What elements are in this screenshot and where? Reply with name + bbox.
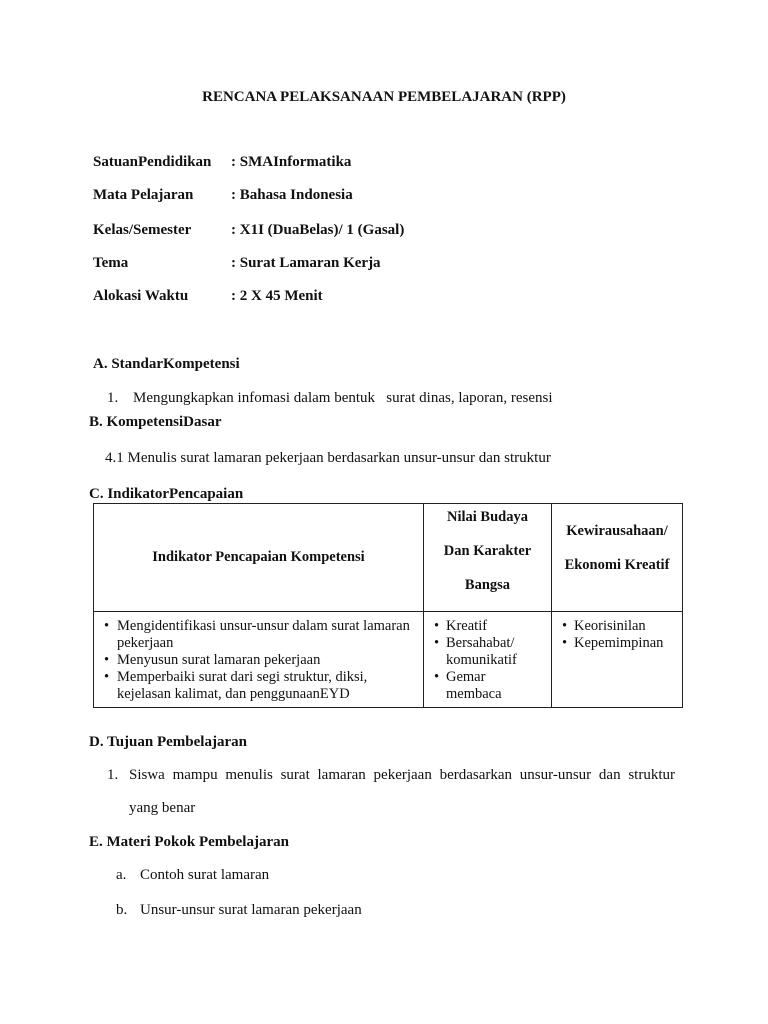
list-item: • Kepemimpinan [553,635,677,652]
section-b-heading: B. KompetensiDasar [89,414,222,430]
section-e-item-text: Unsur-unsur surat lamaran pekerjaan [140,902,362,918]
cell-kewirausahaan-list [552,612,683,708]
info-value-tema: : Surat Lamaran Kerja [231,255,381,271]
info-label-mapel: Mata Pelajaran [93,187,194,203]
info-value-satuan: : SMAInformatika [231,154,352,170]
cell-indikator-list [94,612,424,708]
header-nilai-line-1: Nilai Budaya [447,509,528,525]
list-item: • Keorisinilan [553,618,677,635]
section-e-item-marker: a. [116,867,127,883]
header-nilai-line-3: Bangsa [464,577,511,593]
list-item: • Kreatif [425,618,546,635]
section-c-heading: C. IndikatorPencapaian [89,486,244,502]
info-label-alokasi: Alokasi Waktu [93,288,189,304]
info-value-mapel: : Bahasa Indonesia [231,187,353,203]
header-nilai-budaya [424,504,552,612]
header-kewira-line-1: Kewirausahaan/ [566,523,668,539]
section-e-item-text: Contoh surat lamaran [140,867,270,883]
section-d-item-line-1: Siswa mampu menulis surat lamaran pekerjaan berdasarkan unsur-unsur dan struktur [129,767,675,783]
document-title: RENCANA PELAKSANAAN PEMBELAJARAN (RPP) [202,89,566,105]
info-value-kelas: : X1I (DuaBelas)/ 1 (Gasal) [231,222,405,238]
header-nilai-line-2: Dan Karakter [443,543,532,559]
header-kewirausahaan [552,504,683,612]
section-a-item-number: 1. [107,390,119,406]
info-label-tema: Tema [93,255,129,271]
section-e-item-marker: b. [116,902,128,918]
section-a-item-text: Mengungkapkan infomasi dalam bentuk surat dinas, laporan, resensi [133,390,553,406]
section-d-item-line-2: yang benar [129,800,196,816]
header-indikator: Indikator Pencapaian Kompetensi [94,504,424,612]
section-e-heading: E. Materi Pokok Pembelajaran [89,834,289,850]
list-item: • Menyusun surat lamaran pekerjaan [95,652,418,669]
section-a-heading: A. StandarKompetensi [93,356,240,372]
section-d-heading: D. Tujuan Pembelajaran [89,734,247,750]
indicator-table [93,503,683,708]
info-value-alokasi: : 2 X 45 Menit [231,288,323,304]
section-b-item: 4.1 Menulis surat lamaran pekerjaan berdasarkan unsur-unsur dan struktur [105,450,551,466]
list-item: • Memperbaiki surat dari segi struktur, diksi, kejelasan kalimat, dan penggunaanEYD [95,669,418,703]
list-item: • Bersahabat/ komunikatif [425,635,516,669]
section-d-item-number: 1. [107,767,119,783]
list-item: • Mengidentifikasi unsur-unsur dalam surat lamaran pekerjaan [95,618,418,652]
info-label-satuan: SatuanPendidikan [93,154,212,170]
table-header-row [94,504,683,612]
info-label-kelas: Kelas/Semester [93,222,192,238]
list-item: • Gemar membaca [425,669,516,703]
header-kewira-line-2: Ekonomi Kreatif [564,557,670,573]
cell-nilai-list [424,612,552,708]
table-row [94,612,683,708]
